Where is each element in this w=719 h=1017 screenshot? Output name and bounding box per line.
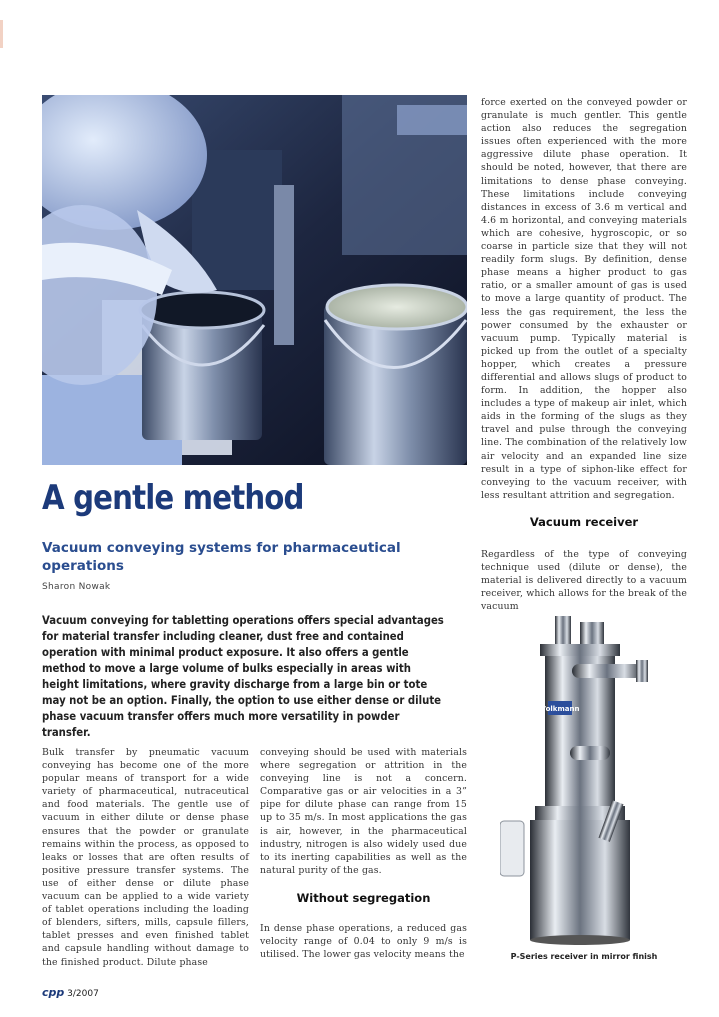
body-column-3: force exerted on the conveyed powder or granulate is much gentler. This gentle action also reduces the segregation issues often experienced with the more aggressive dilute phase operation. It should be noted, however, that there are limitations to dense phase conveying. These limitations include conveying distances in excess of 3.6 m vertical and 4.6 m horizontal, and conveying materials which are cohesive, hygroscopic, or so coarse in particle size that they will not readily form slugs. By definition, dense phase means a higher product to gas ratio, or a smaller amount of gas is used to move a large quantity of product. The less the gas requirement, the less the power consumed by the exhauster or vacuum pump. Typically material is picked up from the outlet of a specialty hopper, which creates a pressure differential and allows slugs of product to form. In addition, the hopper also includes a type of makeup air inlet, which aids in the forming of the slugs as they travel and pulse through the conveying line. The combination of the relatively low air velocity and an expanded line size result in a type of siphon-like effect for conveying to the vacuum receiver, with less resultant attrition and segregation. [481, 97, 687, 501]
footer-issue: 3/2007 [67, 989, 99, 999]
author-name: Sharon Nowak [42, 582, 111, 592]
body-column-2: conveying should be used with materials where segregation or attrition in the conveying line is not a concern. Comparative gas or air velocities in a 3” pipe for dilute phase can range from 15 up to 35 m/s. In most applications the gas is air, however, in the pharmaceutical industry, nitrogen is also widely used due to its inerting capabilities as well as the natural purity of the gas. [260, 747, 467, 876]
article-subtitle: Vacuum conveying systems for pharmaceutical operations [42, 540, 401, 574]
body-column-2-continued: In dense phase operations, a reduced gas velocity range of 0.04 to only 9 m/s is utilised. The lower gas velocity means the [260, 923, 467, 961]
lab-photo [42, 95, 467, 465]
page-edge-mark [0, 20, 3, 48]
section-heading-segregation: Without segregation [296, 891, 431, 905]
vacuum-receiver-photo [500, 616, 660, 946]
brand-logo-text: Volkmann [540, 705, 580, 713]
body-column-1: Bulk transfer by pneumatic vacuum conveying has become one of the more popular means of transport for a wide variety of pharmaceutical, nutraceutical and food materials. The gentle use of vacuum in either dilute or dense phase ensures that the powder or granulate remains within the process, as opposed to leaks or losses that are often results of positive pressure transfer systems. The use of either dense or dilute phase vacuum can be applied to a wide variety of tablet operations including the loading of blenders, sifters, mills, capsule fillers, tablet presses and even finished tablet and capsule handling without damage to the finished product. Dilute phase [42, 747, 249, 968]
footer-brand: cpp [42, 986, 65, 999]
page-footer [42, 986, 99, 999]
section-heading-vacuum-receiver: Vacuum receiver [529, 515, 639, 529]
article-title: A gentle method [42, 478, 304, 518]
lead-paragraph: Vacuum conveying for tabletting operations offers special advantages for material transfer including cleaner, dust free and contained operation with minimal product exposure. It also offers a gentle method to move a large volume of bulks especially in areas with height limitations, where gravity discharge from a large bin or tote may not be an option. Finally, the option to use either dense or dilute phase vacuum transfer offers much more versatility in powder transfer. [42, 613, 444, 739]
body-column-3-continued: Regardless of the type of conveying technique used (dilute or dense), the material is delivered directly to a vacuum receiver, which allows for the break of the vacuum [481, 549, 687, 613]
figure-caption: P-Series receiver in mirror finish [510, 952, 658, 961]
